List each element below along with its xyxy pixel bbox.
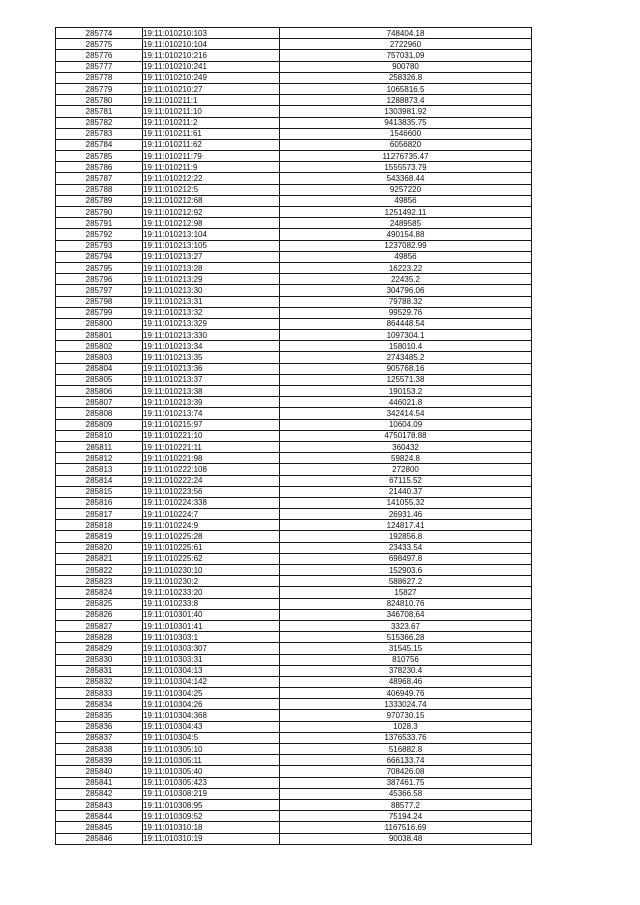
cadastral-value: 49856 (280, 251, 532, 262)
cadastral-value: 3323.67 (280, 620, 532, 631)
cadastral-value: 9257220 (280, 184, 532, 195)
cadastral-number: 19:11:010213:36 (143, 363, 280, 374)
cadastral-number: 19:11:010211:79 (143, 151, 280, 162)
table-row (56, 453, 532, 464)
row-number: 285828 (56, 632, 143, 643)
row-number: 285840 (56, 766, 143, 777)
table-row (56, 520, 532, 531)
table-row (56, 609, 532, 620)
row-number: 285808 (56, 408, 143, 419)
cadastral-value: 272800 (280, 464, 532, 475)
cadastral-number: 19:11:010213:104 (143, 229, 280, 240)
table-row (56, 307, 532, 318)
cadastral-number: 19:11:010211:2 (143, 117, 280, 128)
row-number: 285801 (56, 330, 143, 341)
cadastral-value: 4750178.88 (280, 430, 532, 441)
table-row (56, 363, 532, 374)
cadastral-value: 1376533.76 (280, 732, 532, 743)
table-row (56, 721, 532, 732)
cadastral-value: 543368.44 (280, 173, 532, 184)
table-row (56, 162, 532, 173)
table-row (56, 184, 532, 195)
table-row (56, 374, 532, 385)
cadastral-number: 19:11:010305:40 (143, 766, 280, 777)
cadastral-value: 16223.22 (280, 262, 532, 273)
row-number: 285835 (56, 710, 143, 721)
row-number: 285781 (56, 106, 143, 117)
cadastral-number: 19:11:010213:38 (143, 386, 280, 397)
cadastral-number: 19:11:010224:338 (143, 497, 280, 508)
cadastral-number: 19:11:010304:5 (143, 732, 280, 743)
cadastral-value: 192856.8 (280, 531, 532, 542)
cadastral-value: 258326.8 (280, 72, 532, 83)
cadastral-number: 19:11:010211:10 (143, 106, 280, 117)
table-row (56, 598, 532, 609)
table-row (56, 430, 532, 441)
cadastral-value: 67115.52 (280, 475, 532, 486)
row-number: 285836 (56, 721, 143, 732)
row-number: 285843 (56, 799, 143, 810)
cadastral-value: 99529.76 (280, 307, 532, 318)
table-row (56, 777, 532, 788)
table-row (56, 262, 532, 273)
cadastral-value: 810756 (280, 654, 532, 665)
row-number: 285805 (56, 374, 143, 385)
table-row (56, 699, 532, 710)
cadastral-number: 19:11:010213:329 (143, 318, 280, 329)
table-row (56, 755, 532, 766)
table-row (56, 464, 532, 475)
table-row (56, 151, 532, 162)
row-number: 285821 (56, 553, 143, 564)
cadastral-number: 19:11:010225:62 (143, 553, 280, 564)
row-number: 285815 (56, 486, 143, 497)
cadastral-number: 19:11:010213:29 (143, 274, 280, 285)
cadastral-number: 19:11:010310:19 (143, 833, 280, 844)
table-row (56, 542, 532, 553)
table-row (56, 688, 532, 699)
cadastral-value: 360432 (280, 441, 532, 452)
table-row (56, 799, 532, 810)
cadastral-value: 2743485.2 (280, 352, 532, 363)
cadastral-number: 19:11:010233:20 (143, 587, 280, 598)
table-row (56, 654, 532, 665)
row-number: 285832 (56, 676, 143, 687)
table-row (56, 620, 532, 631)
row-number: 285792 (56, 229, 143, 240)
row-number: 285785 (56, 151, 143, 162)
cadastral-value: 88577.2 (280, 799, 532, 810)
cadastral-number: 19:11:010210:241 (143, 61, 280, 72)
table-row (56, 318, 532, 329)
cadastral-number: 19:11:010210:103 (143, 28, 280, 39)
table-row (56, 386, 532, 397)
table-row (56, 576, 532, 587)
row-number: 285789 (56, 195, 143, 206)
cadastral-number: 19:11:010308:95 (143, 799, 280, 810)
row-number: 285779 (56, 83, 143, 94)
row-number: 285827 (56, 620, 143, 631)
cadastral-number: 19:11:010213:31 (143, 296, 280, 307)
table-row (56, 441, 532, 452)
table-row (56, 173, 532, 184)
row-number: 285797 (56, 285, 143, 296)
table-row (56, 732, 532, 743)
table-row (56, 285, 532, 296)
cadastral-number: 19:11:010210:216 (143, 50, 280, 61)
cadastral-number: 19:11:010213:74 (143, 408, 280, 419)
row-number: 285793 (56, 240, 143, 251)
cadastral-number: 19:11:010213:28 (143, 262, 280, 273)
row-number: 285796 (56, 274, 143, 285)
cadastral-value: 824810.76 (280, 598, 532, 609)
cadastral-number: 19:11:010210:249 (143, 72, 280, 83)
cadastral-value: 59824.8 (280, 453, 532, 464)
table-row (56, 397, 532, 408)
cadastral-number: 19:11:010213:34 (143, 341, 280, 352)
row-number: 285811 (56, 441, 143, 452)
cadastral-value: 141055.32 (280, 497, 532, 508)
cadastral-number: 19:11:010305:11 (143, 755, 280, 766)
cadastral-value: 490154.88 (280, 229, 532, 240)
table-row (56, 486, 532, 497)
cadastral-number: 19:11:010213:35 (143, 352, 280, 363)
cadastral-value: 125571.38 (280, 374, 532, 385)
cadastral-value: 49856 (280, 195, 532, 206)
cadastral-number: 19:11:010309:52 (143, 811, 280, 822)
row-number: 285834 (56, 699, 143, 710)
cadastral-number: 19:11:010310:18 (143, 822, 280, 833)
cadastral-value: 75194.24 (280, 811, 532, 822)
cadastral-value: 1097304.1 (280, 330, 532, 341)
row-number: 285822 (56, 565, 143, 576)
cadastral-value: 22435.2 (280, 274, 532, 285)
row-number: 285841 (56, 777, 143, 788)
cadastral-value: 11276735.47 (280, 151, 532, 162)
cadastral-value: 515366.28 (280, 632, 532, 643)
row-number: 285778 (56, 72, 143, 83)
row-number: 285783 (56, 128, 143, 139)
row-number: 285800 (56, 318, 143, 329)
cadastral-value: 378230.4 (280, 665, 532, 676)
cadastral-value: 1333024.74 (280, 699, 532, 710)
row-number: 285784 (56, 139, 143, 150)
table-row (56, 788, 532, 799)
cadastral-number: 19:11:010213:30 (143, 285, 280, 296)
table-row (56, 352, 532, 363)
cadastral-number: 19:11:010301:40 (143, 609, 280, 620)
cadastral-value: 406949.76 (280, 688, 532, 699)
cadastral-value: 2722960 (280, 39, 532, 50)
table-row (56, 83, 532, 94)
table-row (56, 39, 532, 50)
table-row (56, 296, 532, 307)
cadastral-value: 45366.58 (280, 788, 532, 799)
cadastral-value: 2489585 (280, 218, 532, 229)
row-number: 285787 (56, 173, 143, 184)
table-row (56, 28, 532, 39)
row-number: 285782 (56, 117, 143, 128)
row-number: 285824 (56, 587, 143, 598)
table-row (56, 330, 532, 341)
cadastral-number: 19:11:010210:104 (143, 39, 280, 50)
cadastral-value: 1167516.69 (280, 822, 532, 833)
table-row (56, 117, 532, 128)
cadastral-number: 19:11:010225:61 (143, 542, 280, 553)
cadastral-value: 387461.75 (280, 777, 532, 788)
table-row (56, 587, 532, 598)
row-number: 285812 (56, 453, 143, 464)
row-number: 285846 (56, 833, 143, 844)
table-row (56, 341, 532, 352)
cadastral-value: 9413835.75 (280, 117, 532, 128)
row-number: 285788 (56, 184, 143, 195)
cadastral-value: 970730.15 (280, 710, 532, 721)
cadastral-value: 15827 (280, 587, 532, 598)
row-number: 285777 (56, 61, 143, 72)
cadastral-value: 1555573.79 (280, 162, 532, 173)
table-row (56, 833, 532, 844)
cadastral-number: 19:11:010212:92 (143, 207, 280, 218)
table-row (56, 676, 532, 687)
cadastral-value: 90038.48 (280, 833, 532, 844)
cadastral-number: 19:11:010230:2 (143, 576, 280, 587)
table-row (56, 565, 532, 576)
row-number: 285776 (56, 50, 143, 61)
cadastral-number: 19:11:010212:5 (143, 184, 280, 195)
row-number: 285775 (56, 39, 143, 50)
cadastral-number: 19:11:010224:9 (143, 520, 280, 531)
row-number: 285803 (56, 352, 143, 363)
table-row (56, 207, 532, 218)
row-number: 285780 (56, 95, 143, 106)
row-number: 285842 (56, 788, 143, 799)
row-number: 285838 (56, 744, 143, 755)
table-row (56, 531, 532, 542)
row-number: 285786 (56, 162, 143, 173)
row-number: 285804 (56, 363, 143, 374)
cadastral-value: 1546600 (280, 128, 532, 139)
cadastral-value: 757031.09 (280, 50, 532, 61)
cadastral-value: 446021.8 (280, 397, 532, 408)
row-number: 285823 (56, 576, 143, 587)
table-row (56, 710, 532, 721)
row-number: 285830 (56, 654, 143, 665)
table-row (56, 218, 532, 229)
cadastral-value: 304796.06 (280, 285, 532, 296)
table-row (56, 553, 532, 564)
cadastral-number: 19:11:010303:307 (143, 643, 280, 654)
cadastral-value: 158010.4 (280, 341, 532, 352)
row-number: 285795 (56, 262, 143, 273)
cadastral-number: 19:11:010305:10 (143, 744, 280, 755)
cadastral-number: 19:11:010304:43 (143, 721, 280, 732)
cadastral-number: 19:11:010213:105 (143, 240, 280, 251)
cadastral-value: 190153.2 (280, 386, 532, 397)
row-number: 285819 (56, 531, 143, 542)
cadastral-number: 19:11:010304:142 (143, 676, 280, 687)
cadastral-value: 48968.46 (280, 676, 532, 687)
row-number: 285807 (56, 397, 143, 408)
table-row (56, 632, 532, 643)
row-number: 285809 (56, 419, 143, 430)
row-number: 285845 (56, 822, 143, 833)
table-row (56, 72, 532, 83)
row-number: 285790 (56, 207, 143, 218)
row-number: 285829 (56, 643, 143, 654)
row-number: 285802 (56, 341, 143, 352)
cadastral-value: 666133.74 (280, 755, 532, 766)
cadastral-number: 19:11:010213:330 (143, 330, 280, 341)
cadastral-value: 905768.16 (280, 363, 532, 374)
cadastral-value: 1251492.11 (280, 207, 532, 218)
cadastral-value: 1237082.99 (280, 240, 532, 251)
table-row (56, 251, 532, 262)
row-number: 285798 (56, 296, 143, 307)
row-number: 285816 (56, 497, 143, 508)
table-body (56, 28, 532, 845)
cadastral-number: 19:11:010213:39 (143, 397, 280, 408)
cadastral-number: 19:11:010304:26 (143, 699, 280, 710)
row-number: 285839 (56, 755, 143, 766)
cadastral-number: 19:11:010221:10 (143, 430, 280, 441)
row-number: 285774 (56, 28, 143, 39)
cadastral-number: 19:11:010211:62 (143, 139, 280, 150)
cadastral-number: 19:11:010213:37 (143, 374, 280, 385)
cadastral-number: 19:11:010225:28 (143, 531, 280, 542)
table-row (56, 766, 532, 777)
cadastral-value: 516882.8 (280, 744, 532, 755)
cadastral-number: 19:11:010223:56 (143, 486, 280, 497)
cadastral-number: 19:11:010230:10 (143, 565, 280, 576)
row-number: 285810 (56, 430, 143, 441)
cadastral-value: 346708.64 (280, 609, 532, 620)
table-row (56, 419, 532, 430)
cadastral-value: 1303981.92 (280, 106, 532, 117)
cadastral-number: 19:11:010213:27 (143, 251, 280, 262)
cadastral-number: 19:11:010304:368 (143, 710, 280, 721)
row-number: 285837 (56, 732, 143, 743)
row-number: 285820 (56, 542, 143, 553)
table-row (56, 665, 532, 676)
cadastral-value: 10604.09 (280, 419, 532, 430)
document-page (55, 27, 532, 845)
table-row (56, 50, 532, 61)
table-row (56, 408, 532, 419)
row-number: 285799 (56, 307, 143, 318)
cadastral-number: 19:11:010304:13 (143, 665, 280, 676)
cadastral-number: 19:11:010210:27 (143, 83, 280, 94)
cadastral-value: 124817.41 (280, 520, 532, 531)
row-number: 285794 (56, 251, 143, 262)
table-row (56, 95, 532, 106)
cadastral-number: 19:11:010211:1 (143, 95, 280, 106)
row-number: 285844 (56, 811, 143, 822)
cadastral-value: 31545.15 (280, 643, 532, 654)
table-row (56, 240, 532, 251)
cadastral-number: 19:11:010222:108 (143, 464, 280, 475)
cadastral-value: 342414.54 (280, 408, 532, 419)
cadastral-value: 900780 (280, 61, 532, 72)
cadastral-value: 1065816.5 (280, 83, 532, 94)
cadastral-number: 19:11:010212:22 (143, 173, 280, 184)
row-number: 285806 (56, 386, 143, 397)
table-row (56, 744, 532, 755)
cadastral-number: 19:11:010303:31 (143, 654, 280, 665)
table-row (56, 139, 532, 150)
cadastral-value: 79788.32 (280, 296, 532, 307)
row-number: 285826 (56, 609, 143, 620)
cadastral-number: 19:11:010305:423 (143, 777, 280, 788)
cadastral-value: 708426.08 (280, 766, 532, 777)
cadastral-number: 19:11:010212:98 (143, 218, 280, 229)
cadastral-value: 588627.2 (280, 576, 532, 587)
cadastral-value: 1028.3 (280, 721, 532, 732)
row-number: 285813 (56, 464, 143, 475)
cadastral-value: 26931.46 (280, 509, 532, 520)
cadastral-value: 6056820 (280, 139, 532, 150)
table-row (56, 811, 532, 822)
cadastral-number: 19:11:010304:25 (143, 688, 280, 699)
cadastral-number: 19:11:010211:61 (143, 128, 280, 139)
table-row (56, 128, 532, 139)
cadastral-number: 19:11:010233:8 (143, 598, 280, 609)
row-number: 285825 (56, 598, 143, 609)
table-row (56, 106, 532, 117)
cadastral-value: 698497.8 (280, 553, 532, 564)
cadastral-number: 19:11:010215:97 (143, 419, 280, 430)
table-row (56, 274, 532, 285)
data-table (55, 27, 532, 845)
cadastral-number: 19:11:010211:9 (143, 162, 280, 173)
row-number: 285833 (56, 688, 143, 699)
cadastral-value: 23433.54 (280, 542, 532, 553)
table-row (56, 229, 532, 240)
cadastral-value: 152903.6 (280, 565, 532, 576)
cadastral-value: 864448.54 (280, 318, 532, 329)
cadastral-number: 19:11:010301:41 (143, 620, 280, 631)
cadastral-number: 19:11:010303:1 (143, 632, 280, 643)
cadastral-value: 748404.18 (280, 28, 532, 39)
cadastral-number: 19:11:010222:24 (143, 475, 280, 486)
cadastral-number: 19:11:010221:98 (143, 453, 280, 464)
cadastral-value: 1288873.4 (280, 95, 532, 106)
row-number: 285814 (56, 475, 143, 486)
cadastral-number: 19:11:010221:11 (143, 441, 280, 452)
row-number: 285817 (56, 509, 143, 520)
cadastral-number: 19:11:010213:32 (143, 307, 280, 318)
table-row (56, 643, 532, 654)
row-number: 285818 (56, 520, 143, 531)
table-row (56, 509, 532, 520)
row-number: 285791 (56, 218, 143, 229)
row-number: 285831 (56, 665, 143, 676)
table-row (56, 61, 532, 72)
table-row (56, 497, 532, 508)
cadastral-number: 19:11:010308:219 (143, 788, 280, 799)
cadastral-number: 19:11:010224:7 (143, 509, 280, 520)
table-row (56, 475, 532, 486)
cadastral-number: 19:11:010212:68 (143, 195, 280, 206)
cadastral-value: 21440.37 (280, 486, 532, 497)
table-row (56, 195, 532, 206)
table-row (56, 822, 532, 833)
